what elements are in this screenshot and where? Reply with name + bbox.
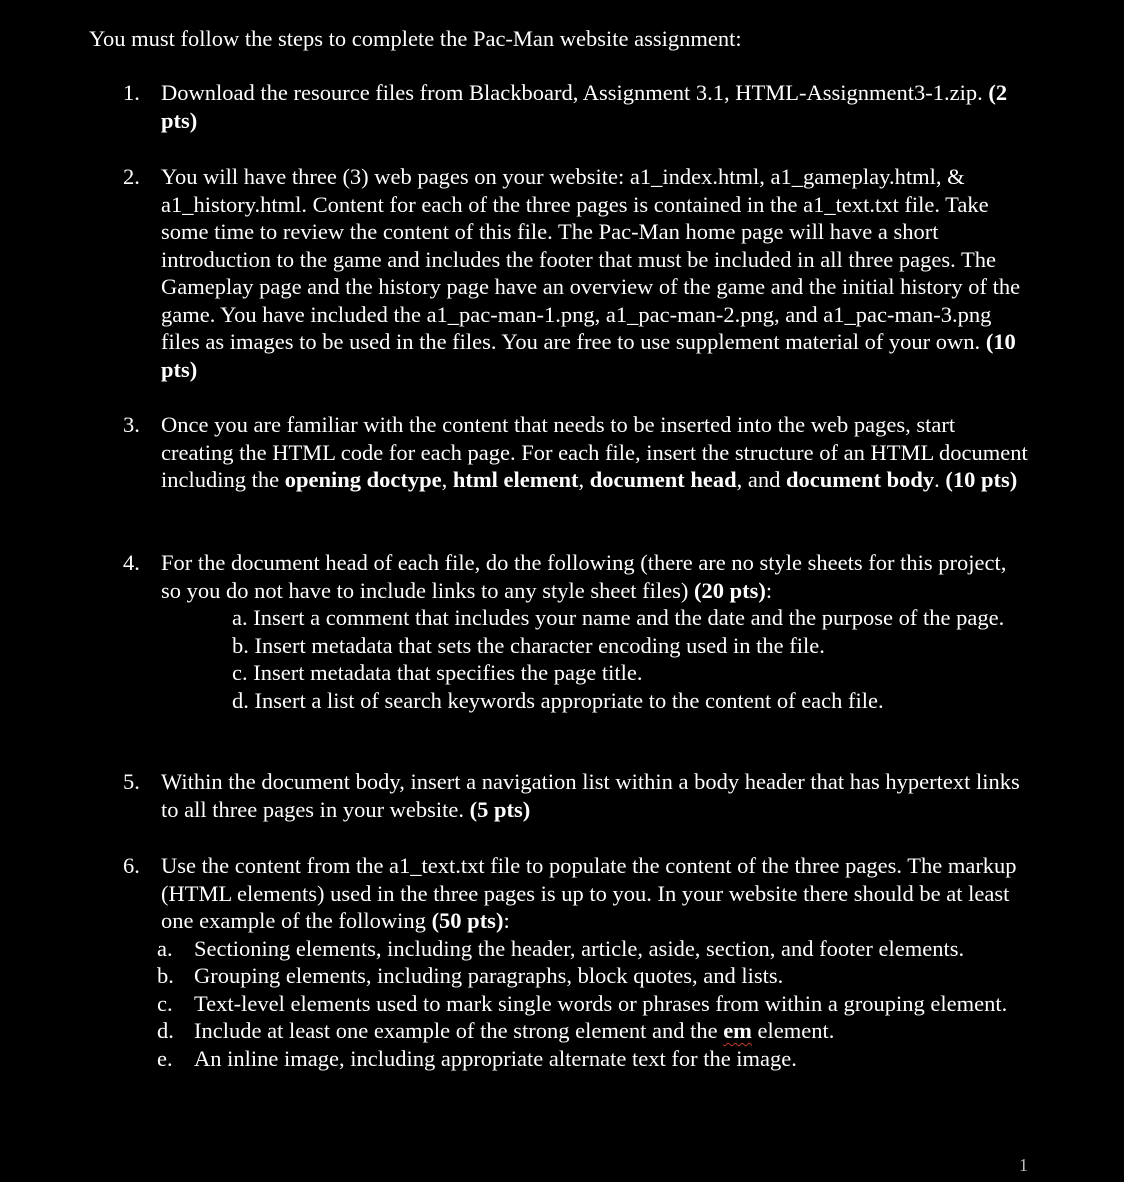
bold-term: opening doctype: [284, 467, 442, 492]
step-body: [161, 852, 1028, 935]
step-number: 6.: [123, 853, 140, 878]
list-text: Text-level elements used to mark single words or phrases from within a grouping element.: [194, 990, 1008, 1016]
bold-term: html element: [452, 467, 579, 492]
step-number: 4.: [123, 550, 140, 575]
list-text: Grouping elements, including paragraphs, block quotes, and lists.: [194, 963, 784, 988]
list-item: c. Insert metadata that specifies the page title.: [232, 660, 643, 685]
list-letter: a.: [157, 935, 173, 961]
intro-text: You must follow the steps to complete the Pac-Man website assignment:: [89, 26, 742, 51]
step-1: [123, 79, 1028, 134]
list-letter: b.: [157, 963, 174, 988]
step-number: 3.: [123, 412, 140, 437]
step-text: ,: [578, 467, 590, 492]
step-number: 2.: [123, 164, 140, 189]
list-letter: d.: [157, 1018, 174, 1043]
step-6: [123, 852, 1028, 1072]
step-text: Within the document body, insert a navigation list within a body header that has hypertext links to all three pages in your website.: [161, 769, 1020, 822]
list-letter: c.: [157, 990, 173, 1016]
list-text: element.: [751, 1018, 835, 1043]
list-text: Sectioning elements, including the header, article, aside, section, and footer elements.: [194, 935, 965, 961]
step-points: (50 pts): [431, 908, 504, 933]
list-item: [157, 962, 1028, 990]
sub-list: [157, 935, 1028, 1073]
step-number: 1.: [123, 80, 140, 105]
bold-term: document body: [786, 467, 935, 492]
list-item: [157, 1017, 1028, 1045]
step-body: [161, 768, 1028, 823]
step-points: (2 pts): [161, 80, 1008, 133]
step-body: [161, 79, 1028, 134]
step-body: [161, 163, 1028, 383]
step-points: (10 pts): [945, 467, 1018, 492]
step-text: :: [765, 577, 773, 603]
step-text: Download the resource files from Blackboard, Assignment 3.1, HTML-Assignment3-1.zip.: [161, 80, 983, 105]
step-text: , and: [736, 467, 786, 492]
bold-term: document head: [589, 467, 737, 492]
step-text: Use the content from the a1_text.txt file to populate the content of the three pages. The markup (HTML elements) used in the three pages is up to you. In your website there should be at least one example of the following: [161, 853, 1017, 933]
list-text: Include at least one example of the strong element and the: [194, 1018, 724, 1043]
step-points: (10 pts): [161, 329, 1016, 382]
step-points: (5 pts): [469, 796, 531, 822]
step-body: [161, 549, 1028, 714]
step-text: .: [934, 467, 946, 492]
step-text: Once you are familiar with the content that needs to be inserted into the web pages, start creating the HTML code for each page. For each file, insert the structure of an HTML document including the: [161, 412, 1028, 492]
em-keyword: em: [723, 1018, 752, 1043]
step-text: For the document head of each file, do the following (there are no style sheets for this project, so you do not have to include links to any style sheet files): [161, 550, 1007, 603]
list-item: a. Insert a comment that includes your name and the date and the purpose of the page.: [232, 605, 1005, 630]
step-number: 5.: [123, 769, 140, 794]
step-text: You will have three (3) web pages on your website: a1_index.html, a1_gameplay.html, & a1_history.html. Content for each of the three pages is contained in the a1_text.txt file. Take some time to review the content of this file. The Pac-Man home page will have a short introduction to the game and includes the footer that must be included in all three pages. The Gameplay page and the history page have an overview of the game and the initial history of the game. You have included the a1_pac-man-1.png, a1_pac-man-2.png, and a1_pac-man-3.png files as images to be used in the files. You are free to use supplement material of your own.: [161, 164, 1021, 354]
page-number: 1: [1019, 1155, 1028, 1175]
step-points: (20 pts): [694, 577, 766, 603]
list-text: An inline image, including appropriate alternate text for the image.: [194, 1045, 797, 1071]
step-text: ,: [441, 467, 453, 492]
step-2: [123, 163, 1028, 383]
list-item: [157, 935, 1028, 963]
step-body: [161, 411, 1028, 494]
list-item: [157, 1045, 1028, 1073]
list-item: d. Insert a list of search keywords appropriate to the content of each file.: [232, 687, 884, 713]
list-letter: e.: [157, 1045, 173, 1071]
step-4: [123, 549, 1028, 714]
step-3: [123, 411, 1028, 494]
step-text: :: [503, 908, 510, 933]
step-5: [123, 768, 1028, 823]
list-item: b. Insert metadata that sets the character encoding used in the file.: [232, 632, 825, 658]
sub-list: [232, 604, 1028, 714]
list-item: [157, 990, 1028, 1018]
